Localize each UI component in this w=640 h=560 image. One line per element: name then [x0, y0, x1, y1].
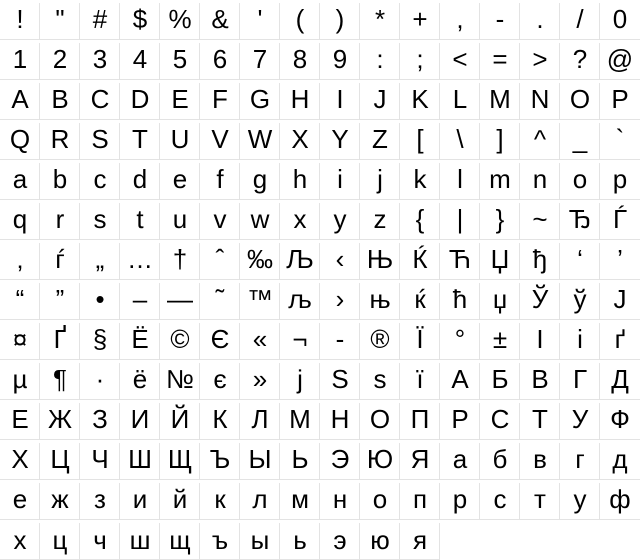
glyph-cell[interactable]: z [360, 200, 400, 239]
glyph-cell[interactable]: s [80, 200, 120, 239]
glyph-cell[interactable]: Ґ [40, 320, 80, 359]
glyph-cell[interactable]: ˜ [200, 280, 240, 319]
glyph-cell[interactable]: « [240, 320, 280, 359]
glyph-cell[interactable]: y [320, 200, 360, 239]
glyph-cell[interactable]: џ [480, 280, 520, 319]
glyph-cell[interactable]: Ё [120, 320, 160, 359]
glyph-cell[interactable]: я [400, 520, 440, 560]
glyph-cell[interactable]: H [280, 80, 320, 119]
glyph-cell[interactable]: ? [560, 40, 600, 79]
glyph-cell[interactable]: › [320, 280, 360, 319]
glyph-cell[interactable]: A [0, 80, 40, 119]
glyph-cell[interactable]: Ю [360, 440, 400, 479]
glyph-cell[interactable]: - [480, 0, 520, 39]
glyph-cell[interactable]: d [120, 160, 160, 199]
glyph-cell[interactable]: 0 [612, 4, 628, 34]
glyph-cell[interactable]: 7 [240, 40, 280, 79]
glyph-cell[interactable]: P [611, 84, 629, 114]
glyph-cell[interactable]: f [200, 160, 240, 199]
glyph-cell[interactable]: u [160, 200, 200, 239]
glyph-cell[interactable]: ) [320, 0, 360, 39]
glyph-cell[interactable]: ш [120, 520, 160, 560]
glyph-cell[interactable]: ф [609, 484, 631, 514]
glyph-cell[interactable]: ^ [520, 120, 560, 159]
glyph-cell[interactable]: µ [0, 360, 40, 399]
glyph-cell[interactable]: ° [440, 320, 480, 359]
glyph-cell[interactable]: | [440, 200, 480, 239]
glyph-row [0, 0, 640, 40]
glyph-cell[interactable]: З [80, 400, 120, 439]
glyph-cell[interactable]: ˆ [200, 240, 240, 279]
glyph-cell[interactable]: = [480, 40, 520, 79]
glyph-cell[interactable]: r [40, 200, 80, 239]
glyph-cell[interactable]: э [320, 520, 360, 560]
glyph-cell[interactable]: M [480, 80, 520, 119]
glyph-cell[interactable]: i [320, 160, 360, 199]
empty-area [440, 520, 640, 560]
glyph-cell[interactable]: ь [280, 520, 320, 560]
glyph-cell[interactable]: © [160, 320, 200, 359]
glyph-cell[interactable]: ’ [617, 244, 623, 274]
glyph-cell[interactable]: ы [240, 520, 280, 560]
glyph-cell[interactable]: % [160, 0, 200, 39]
glyph-cell[interactable]: l [440, 160, 480, 199]
glyph-cell[interactable]: . [520, 0, 560, 39]
glyph-cell[interactable]: / [560, 0, 600, 39]
glyph-cell[interactable]: _ [560, 120, 600, 159]
glyph-cell[interactable]: ‰ [240, 240, 280, 279]
glyph-cell[interactable]: Х [0, 440, 40, 479]
glyph-cell[interactable]: П [400, 400, 440, 439]
glyph-cell[interactable]: К [200, 400, 240, 439]
glyph-cell[interactable]: g [240, 160, 280, 199]
glyph-cell[interactable]: 6 [200, 40, 240, 79]
glyph-cell[interactable]: ґ [614, 324, 626, 354]
glyph-cell[interactable]: R [40, 120, 80, 159]
glyph-cell[interactable]: D [120, 80, 160, 119]
glyph-cell[interactable]: X [280, 120, 320, 159]
glyph-cell[interactable]: W [240, 120, 280, 159]
glyph-cell[interactable]: ‘ [560, 240, 600, 279]
glyph-cell[interactable]: E [160, 80, 200, 119]
glyph-row [0, 80, 640, 120]
glyph-cell[interactable]: ¬ [280, 320, 320, 359]
glyph-cell[interactable]: U [160, 120, 200, 159]
glyph-cell[interactable]: Є [200, 320, 240, 359]
glyph-cell[interactable]: о [360, 480, 400, 519]
glyph-cell[interactable]: е [0, 480, 40, 519]
glyph-cell[interactable]: Р [440, 400, 480, 439]
glyph-cell[interactable]: ѓ [40, 240, 80, 279]
glyph-cell[interactable]: С [480, 400, 520, 439]
glyph-cell[interactable]: j [360, 160, 400, 199]
glyph-cell[interactable]: Џ [480, 240, 520, 279]
glyph-cell[interactable]: V [200, 120, 240, 159]
glyph-cell[interactable]: и [120, 480, 160, 519]
glyph-cell[interactable]: ћ [440, 280, 480, 319]
glyph-cell[interactable]: · [80, 360, 120, 399]
glyph-cell[interactable]: v [200, 200, 240, 239]
glyph-cell[interactable]: 9 [320, 40, 360, 79]
glyph-cell[interactable]: a [0, 160, 40, 199]
glyph-cell[interactable]: ј [280, 360, 320, 399]
glyph-cell[interactable]: ! [0, 0, 40, 39]
glyph-cell[interactable]: Q [0, 120, 40, 159]
glyph-cell[interactable]: њ [360, 280, 400, 319]
glyph-cell[interactable]: + [400, 0, 440, 39]
glyph-cell[interactable]: J [360, 80, 400, 119]
glyph-cell[interactable]: 2 [40, 40, 80, 79]
glyph-cell[interactable]: р [440, 480, 480, 519]
glyph-cell[interactable]: Б [480, 360, 520, 399]
glyph-cell[interactable]: ю [360, 520, 400, 560]
glyph-cell[interactable]: І [520, 320, 560, 359]
glyph-cell[interactable]: : [360, 40, 400, 79]
glyph-cell[interactable]: к [200, 480, 240, 519]
glyph-cell[interactable]: ” [40, 280, 80, 319]
glyph-cell[interactable]: b [40, 160, 80, 199]
glyph-cell[interactable]: 4 [120, 40, 160, 79]
glyph-cell[interactable]: Љ [280, 240, 320, 279]
glyph-cell[interactable]: 8 [280, 40, 320, 79]
glyph-cell[interactable]: В [520, 360, 560, 399]
glyph-cell[interactable]: t [120, 200, 160, 239]
glyph-cell[interactable]: є [200, 360, 240, 399]
glyph-cell[interactable]: Ъ [200, 440, 240, 479]
glyph-cell[interactable]: л [240, 480, 280, 519]
glyph-cell[interactable]: Ц [40, 440, 80, 479]
glyph-cell[interactable]: ' [240, 0, 280, 39]
glyph-cell[interactable]: Ќ [400, 240, 440, 279]
glyph-cell[interactable]: ѕ [360, 360, 400, 399]
glyph-cell[interactable]: а [440, 440, 480, 479]
glyph-cell[interactable]: ® [360, 320, 400, 359]
glyph-cell[interactable]: p [612, 164, 628, 194]
glyph-cell[interactable]: … [120, 240, 160, 279]
glyph-cell[interactable]: § [80, 320, 120, 359]
glyph-cell[interactable]: і [560, 320, 600, 359]
glyph-cell[interactable]: ъ [200, 520, 240, 560]
glyph-cell[interactable]: ~ [520, 200, 560, 239]
glyph-cell[interactable]: m [480, 160, 520, 199]
glyph-cell[interactable]: Ы [240, 440, 280, 479]
glyph-cell[interactable]: й [160, 480, 200, 519]
glyph-cell[interactable]: " [40, 0, 80, 39]
glyph-cell[interactable]: Н [320, 400, 360, 439]
glyph-cell[interactable]: с [480, 480, 520, 519]
glyph-cell[interactable]: # [80, 0, 120, 39]
glyph-row [0, 120, 640, 160]
glyph-cell[interactable]: > [520, 40, 560, 79]
glyph-cell[interactable]: Ж [40, 400, 80, 439]
glyph-cell[interactable]: п [400, 480, 440, 519]
glyph-row [0, 160, 640, 200]
glyph-cell[interactable]: * [360, 0, 400, 39]
glyph-cell[interactable]: ] [480, 120, 520, 159]
glyph-cell[interactable]: ‚ [0, 240, 40, 279]
glyph-cell[interactable]: Ћ [440, 240, 480, 279]
glyph-cell[interactable]: Ш [120, 440, 160, 479]
glyph-row [0, 320, 640, 360]
glyph-cell[interactable]: в [520, 440, 560, 479]
glyph-cell[interactable]: N [520, 80, 560, 119]
glyph-row [0, 200, 640, 240]
glyph-cell[interactable]: ( [280, 0, 320, 39]
glyph-cell[interactable]: Л [240, 400, 280, 439]
glyph-cell[interactable]: О [360, 400, 400, 439]
glyph-cell[interactable]: I [320, 80, 360, 119]
glyph-cell[interactable]: } [480, 200, 520, 239]
glyph-cell[interactable]: м [280, 480, 320, 519]
glyph-cell[interactable]: e [160, 160, 200, 199]
glyph-cell[interactable]: Ї [400, 320, 440, 359]
glyph-row [0, 40, 640, 80]
glyph-cell[interactable]: Ј [613, 284, 627, 314]
glyph-cell[interactable]: ц [40, 520, 80, 560]
glyph-cell[interactable]: Д [611, 364, 629, 394]
glyph-cell[interactable]: w [240, 200, 280, 239]
glyph-cell[interactable]: 5 [160, 40, 200, 79]
glyph-cell[interactable]: B [40, 80, 80, 119]
glyph-cell[interactable]: И [120, 400, 160, 439]
glyph-cell[interactable]: ч [80, 520, 120, 560]
glyph-cell[interactable]: h [280, 160, 320, 199]
glyph-cell[interactable]: Њ [360, 240, 400, 279]
glyph-cell[interactable]: М [280, 400, 320, 439]
glyph-cell[interactable]: – [120, 280, 160, 319]
glyph-row [0, 360, 640, 400]
glyph-cell[interactable]: ђ [520, 240, 560, 279]
glyph-cell[interactable]: K [400, 80, 440, 119]
glyph-row [0, 400, 640, 440]
glyph-row [0, 240, 640, 280]
glyph-cell[interactable]: Y [320, 120, 360, 159]
glyph-cell[interactable]: k [400, 160, 440, 199]
glyph-cell[interactable]: o [560, 160, 600, 199]
glyph-row [0, 440, 640, 480]
glyph-cell[interactable]: Ч [80, 440, 120, 479]
glyph-cell[interactable]: ¤ [0, 320, 40, 359]
glyph-cell[interactable]: q [0, 200, 40, 239]
glyph-cell[interactable]: ё [120, 360, 160, 399]
glyph-cell[interactable]: x [280, 200, 320, 239]
glyph-cell[interactable]: Ѕ [320, 360, 360, 399]
glyph-cell[interactable]: Ў [520, 280, 560, 319]
glyph-cell[interactable]: г [560, 440, 600, 479]
glyph-cell[interactable]: » [240, 360, 280, 399]
glyph-cell[interactable]: н [320, 480, 360, 519]
glyph-cell[interactable]: • [80, 280, 120, 319]
glyph-cell[interactable]: $ [120, 0, 160, 39]
glyph-cell[interactable]: { [400, 200, 440, 239]
glyph-cell[interactable]: C [80, 80, 120, 119]
glyph-cell[interactable]: F [200, 80, 240, 119]
glyph-cell[interactable]: б [480, 440, 520, 479]
glyph-cell[interactable]: ; [400, 40, 440, 79]
glyph-cell[interactable]: А [440, 360, 480, 399]
glyph-cell[interactable]: @ [606, 44, 634, 74]
glyph-cell[interactable]: L [440, 80, 480, 119]
glyph-cell[interactable]: 3 [80, 40, 120, 79]
glyph-cell[interactable]: † [160, 240, 200, 279]
glyph-row [0, 280, 640, 320]
glyph-cell[interactable]: Т [520, 400, 560, 439]
glyph-cell[interactable]: ™ [240, 280, 280, 319]
glyph-cell[interactable]: c [80, 160, 120, 199]
glyph-cell[interactable]: G [240, 80, 280, 119]
glyph-cell[interactable]: љ [280, 280, 320, 319]
glyph-cell[interactable]: д [612, 444, 628, 474]
glyph-cell[interactable]: Ђ [560, 200, 600, 239]
glyph-cell[interactable]: ± [480, 320, 520, 359]
glyph-cell[interactable]: ж [40, 480, 80, 519]
glyph-cell[interactable]: ќ [400, 280, 440, 319]
glyph-cell[interactable]: Е [0, 400, 40, 439]
glyph-cell[interactable]: [ [400, 120, 440, 159]
glyph-cell[interactable]: ї [400, 360, 440, 399]
glyph-cell[interactable]: ` [615, 124, 625, 154]
glyph-cell[interactable]: Z [360, 120, 400, 159]
glyph-cell[interactable]: „ [80, 240, 120, 279]
glyph-cell[interactable]: у [560, 480, 600, 519]
glyph-row [0, 480, 640, 520]
glyph-cell[interactable]: — [160, 280, 200, 319]
glyph-cell[interactable]: Г [560, 360, 600, 399]
glyph-cell[interactable]: х [0, 520, 40, 560]
glyph-cell[interactable]: Ф [610, 404, 630, 434]
glyph-cell[interactable]: ‹ [320, 240, 360, 279]
glyph-cell[interactable]: O [560, 80, 600, 119]
glyph-cell[interactable]: ў [560, 280, 600, 319]
glyph-cell[interactable]: Э [320, 440, 360, 479]
glyph-cell[interactable]: < [440, 40, 480, 79]
glyph-cell[interactable]: & [200, 0, 240, 39]
glyph-cell[interactable]: Ѓ [612, 204, 628, 234]
glyph-cell[interactable]: № [160, 360, 200, 399]
glyph-cell[interactable]: з [80, 480, 120, 519]
glyph-cell[interactable]: “ [0, 280, 40, 319]
glyph-cell[interactable]: n [520, 160, 560, 199]
glyph-cell[interactable]: Й [160, 400, 200, 439]
glyph-cell[interactable]: Я [400, 440, 440, 479]
glyph-cell[interactable]: , [440, 0, 480, 39]
glyph-cell[interactable]: S [80, 120, 120, 159]
glyph-cell[interactable]: У [560, 400, 600, 439]
glyph-cell[interactable]: т [520, 480, 560, 519]
glyph-cell[interactable]: 1 [0, 40, 40, 79]
glyph-cell[interactable]: ¶ [40, 360, 80, 399]
glyph-row [0, 520, 640, 560]
glyph-cell[interactable]: щ [160, 520, 200, 560]
glyph-cell[interactable]: Щ [160, 440, 200, 479]
glyph-cell[interactable]: \ [440, 120, 480, 159]
glyph-cell[interactable]: Ь [280, 440, 320, 479]
glyph-cell[interactable]: T [120, 120, 160, 159]
glyph-cell[interactable]: - [320, 320, 360, 359]
